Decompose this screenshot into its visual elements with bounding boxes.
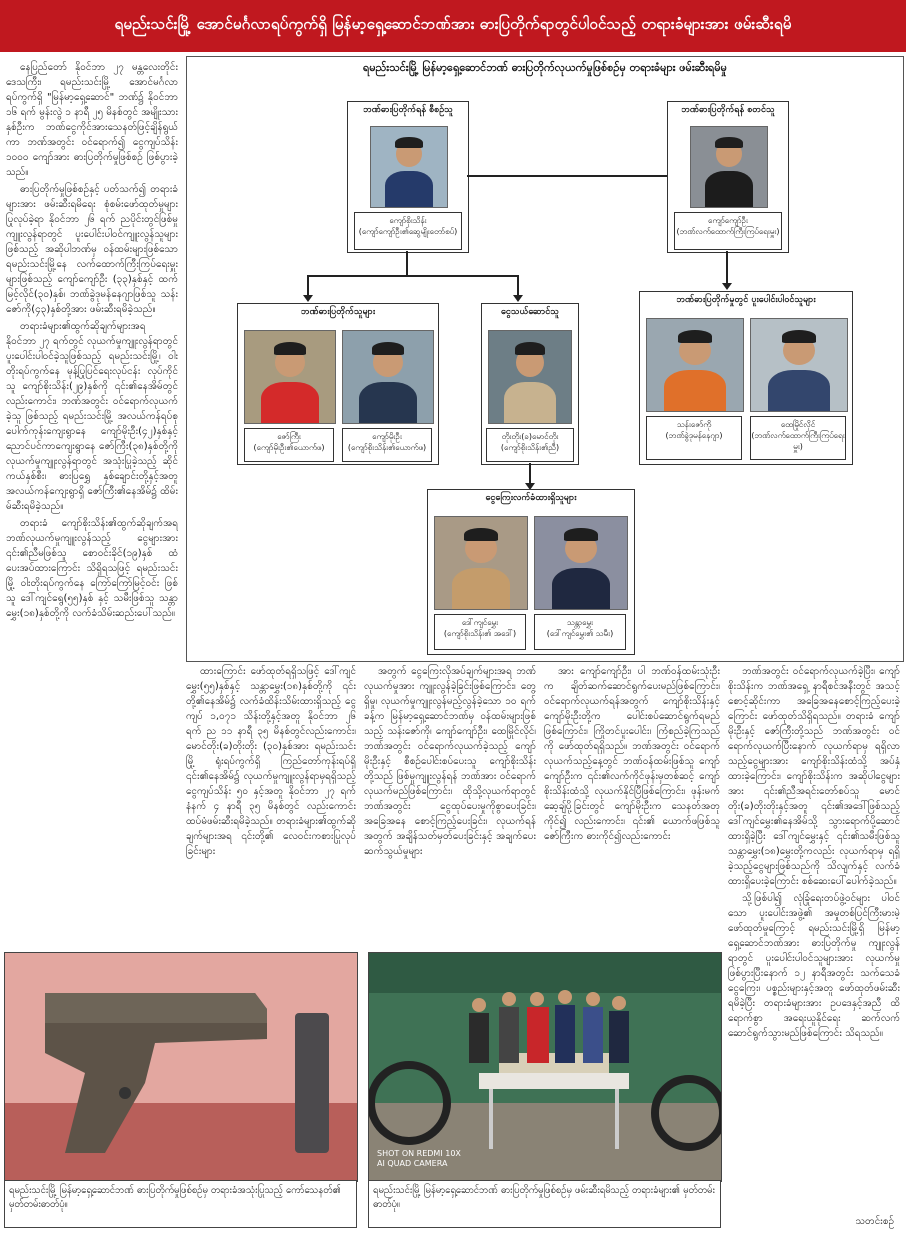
robbers-label: ဘဏ်ဓားပြတိုက်သူများ [300,307,376,317]
byline: သတင်းစဉ် [855,1216,894,1227]
paragraph: ထားကြောင်း ဖော်ထုတ်ရရှိသဖြင့် ဒေါ်ကျင်မွှေး(၅၅)နှစ်နှင့် သန္တာမွှေး(၁၈)နှစ်တို့ကို ၎င်းတို့၏နေအိမ်၌ လက်ခံထိန်းသိမ်းထားရှိသည့် ငွေကျပ် ၁,၀၇၁ သိန်းတို့နှင့်အတူ နိုဝင်ဘာ ၂၆ ရက် ည ၁၁ နာရီ ၃၅ မိနစ်တွင်လည်းကောင်း၊ မောင်တိုး(ခ)တိုးတိုး (၃၀)နှစ်အား ရမည်းသင်းမြို့ ရုံးရပ်ကွက်ရှိ ကြည်တော်ကုန်းရပ်ရှိ ၎င်း၏နေအိမ်၌ လုယက်မှုကျူးလွန်ရာမှရရှိသည့် ငွေကျပ်သိန်း ၅၀ နှင့်အတူ နိုဝင်ဘာ ၂၇ ရက်နံနက် ၄ နာရီ ၃၅ မိနစ်တွင် လည်းကောင်း ထပ်မံဖမ်းဆီးရမိခဲ့သည်။ တရားခံများ၏ထွက်ဆိုချက်များအရ ၎င်းတို့၏ လေဝင်းကစားပြုလုပ်ခြင်းများ [186,666,356,857]
paragraph: နေပြည်တော် နိုဝင်ဘာ ၂၇ မန္တလေးတိုင်းဒေသကြီး၊ ရမည်းသင်းမြို့ အောင်မင်္ဂလာရပ်ကွက်ရှိ "မြန်မာ့ရှေ့ဆောင်" ဘဏ်၌ နိုဝင်ဘာ ၁၆ ရက် မွန်းလွဲ ၁ နာရီ ၂၅ မိနစ်တွင် အမျိုးသား နှစ်ဦးက ဘဏ်ငွေကိုင်အားသေနတ်ဖြင့်ချိန်ရွယ်ကာ ဘဏ်အတွင်း ဝင်ရောက်၍ ငွေကျပ်သိန်း ၁၀၀၀ ကျော်အား ဓားပြတိုက်မှုဖြစ်စဉ် ဖြစ်ပွားခဲ့သည်။ [6,62,178,178]
keeper1-name: ဒေါ်ကျင်မွှေး (ကျော်စိုးသိန်း၏ အဒေါ်) [434,614,526,650]
gun-photo [4,952,358,1182]
connector-line [467,175,667,177]
paragraph: တရားခံ ကျော်စိုးသိန်း၏ထွက်ဆိုချက်အရ ဘဏ်လုယက်မှုကျူးလွန်သည့် ငွေများအား ၎င်း၏ညီမဖြစ်သူ စောဝင်းခိုင်(၁၉)နှစ် ထံ ပေးအပ်ထားကြောင်း သိရှိရသဖြင့် ရမည်းသင်းမြို့ ဝါးတိုးရပ်ကွက်နေ ကြော်ကြော်မြင့်ဝင်း ဖြစ်သူ ဒေါ်ကျင်ရွေ(၅၅)နှစ် နှင့် သမီးဖြစ်သူ သန္တာမွှေး(၁၈)နှစ်တို့ကို လက်ခံသိမ်းဆည်းပေါ်သည်။ [6,518,178,619]
article-column-3 [364,664,536,944]
arrow-icon [303,295,313,302]
robber1-name: ဇော်ကြီး (ကျော်မိုးဦး၏ယောက်ဖ) [244,428,334,462]
staff-label: ဘဏ်ဓားပြတိုက်မှုတွင် ပူးပေါင်းပါဝင်သူများ [676,295,816,305]
article-column-2 [186,664,356,944]
staff1-name: သန်းဇော်ကို (ဘဏ်ခွဲဒုမန်နေဂျာ) [646,416,742,460]
courier-label: ငွေသယ်ဆောင်သူ [501,307,559,317]
informer-name: ကျော်ကျော်ဦး (ဘဏ်လက်ထောက်ကြီးကြပ်ရေးမှူး) [674,212,782,250]
keeper2-name: သန္တာမွှေး (ဒေါ်ကျင်မွှေး၏ သမီး) [534,614,626,650]
informer-photo [690,126,768,208]
camera-watermark: SHOT ON REDMI 10X AI QUAD CAMERA [377,1149,461,1168]
paragraph: ဘဏ်အတွင်း ဝင်ရောက်လုယက်ခဲ့ပြီး၊ ကျော်စိုးသိန်းက ဘဏ်အရှေ့ နာရီစင်အနီးတွင် အသင့်စောင့်ဆိုင်းကာ အခြေအနေစောင့်ကြည့်ပေးခဲ့ကြောင်း ဖော်ထုတ်သိရှိရသည်။ တရားခံ ကျော်မိုးဦးနှင့် ဇော်ကြီးတို့သည် ဘဏ်အတွင်း ဝင်ရောက်လုယက်ပြီးနောက် လုယက်ရာမှ ရရှိလာသည့်ငွေများအား ကျော်စိုးသိန်းထံသို့ အပ်နှံထားခဲ့ကြောင်း၊ ကျော်စိုးသိန်းက အဆိုပါငွေများအား ၎င်း၏ညီအရင်းတော်စပ်သူ မောင်တိုး(ခ)တိုးတိုးနှင့်အတူ ၎င်း၏အဒေါ်ဖြစ်သည့် ဒေါ်ကျင်မွှေး၏နေအိမ်သို့ သွားရောက်ပို့ဆောင် ထားရှိခဲ့ပြီး ဒေါ်ကျင်မွှေးနှင့် ၎င်း၏သမီးဖြစ်သူ သန္တာမွှေး(၁၈)မွှေးတို့ကလည်း လုယက်ရာမှ ရရှိခဲ့သည့်ငွေများဖြစ်သည်ကို သိလျက်နှင့် လက်ခံထားရှိပေးခဲ့ကြောင်း စစ်ဆေးပေါ်ပေါက်ခဲ့သည်။ [728,666,900,887]
courier-node [481,303,579,465]
headline: ရမည်းသင်းမြို့ အောင်မင်္ဂလာရပ်ကွက်ရှိ မြန်မာ့ရှေ့ဆောင်ဘဏ်အား ဓားပြတိုက်ရာတွင်ပါဝင်သည့် တရားခံများအား ဖမ်းဆီးရမိ [114,15,792,33]
article-column-4 [544,664,720,944]
article-column-1 [6,60,178,960]
group-caption: ရမည်းသင်းမြို့ မြန်မာ့ရှေ့ဆောင်ဘဏ် ဓားပြတိုက်မှုဖြစ်စဉ်မှ ဖမ်းဆီးရမိသည့် တရားခံများ၏ မှတ်တမ်းဓာတ်ပုံ။ [368,1180,721,1228]
paragraph: တရားခံများ၏ထွက်ဆိုချက်များအရ နိုဝင်ဘာ ၂၇ ရက်တွင် လုယက်မှုကျူးလွန်ရာတွင် ပူးပေါင်းပါဝင်ခဲ့သူဖြစ်သည့် ရမည်းသင်းမြို့၊ ဝါးတိုးရပ်ကွက်နေ မုန့်ပြုပြင်ရေးလုပ်ငန်း လုပ်ကိုင်သူ ကျော်စိုးသိန်း(၂၉)နှစ်ကို ၎င်း၏နေအိမ်တွင် လည်းကောင်း၊ ဘဏ်အတွင်း ဝင်ရောက်လုယက်ခဲ့သူ ဖြစ်သည့် ရမည်းသင်းမြို့ အလယ်ကန်ရပ်စုပေါက်ကုန်းကျေးရွာနေ ကျော်မိုးဦး(၄၂)နှစ်နှင့် ညောင်ပင်ကာကျေးရွာနေ ဇော်ကြီး(၃၈)နှစ်တို့ကို လုယက်မှုကျူးလွန်ရာတွင် အသုံးပြုခဲ့သည့် ဆိုင်ကယ်နှစ်စီး၊ ဓားပြရွှေ နှစ်ချောင်းတို့နှင့်အတူ အလယ်ကန်ကျေးရွာရှိ ဇော်ကြီး၏နေအိမ်၌ ထိမ်းမ်ဆီးရမိခဲ့သည်။ [6,321,178,512]
paragraph: သို့ဖြစ်ပါ၍ လုံခြုံရေးတပ်ဖွဲ့ဝင်များ ပါဝင်သော ပူးပေါင်းအဖွဲ့၏ အမှုတစ်ပြင်ကြီးမားမဲ့ ဖော်ထုတ်မှုကြောင့် ရမည်းသင်းမြို့ရှိ မြန်မာ့ရှေ့ဆောင်ဘဏ်အား ဓားပြတိုက်မှု ကျူးလွန်ရာတွင် ပူးပေါင်းပါဝင်သူများအား လုယက်မှုဖြစ်ပွားပြီးနောက် ၁၂ နာရီအတွင်း သက်သေခံငွေကြေး၊ ပစ္စည်းများနှင့်အတူ ဖော်ထုတ်ဖမ်းဆီးရမိခဲ့ပြီး တရားခံများအား ဥပဒေနှင့်အညီ ထိရောက်စွာ အရေးယူနိုင်ရေး ဆက်လက်ဆောင်ရွက်သွားမည်ဖြစ်ကြောင်း သိရသည်။ [728,893,900,1039]
robber2-name: ကျော်မိုးဦး (ကျော်စိုးသိန်း၏ယောက်ဖ) [342,428,432,462]
connector-line [726,251,728,285]
gun-caption: ရမည်းသင်းမြို့ မြန်မာ့ရှေ့ဆောင်ဘဏ် ဓားပြတိုက်မှုဖြစ်စဉ်မှ တရားခံအသုံးပြုသည့် ကော်သေနတ်၏ မှတ်တမ်းဓာတ်ပုံ။ [4,1180,357,1228]
group-photo [368,952,722,1182]
paragraph: ဓားပြတိုက်မှုဖြစ်စဉ်နှင့် ပတ်သက်၍ တရားခံများအား ဖမ်းဆီးရမိရေး စုံစမ်းဖော်ထုတ်မှုများပြုလုပ်ခဲ့ရာ နိုဝင်ဘာ ၂၆ ရက် ညပိုင်းတွင်ဖြစ်မှုကျူးလွန်ရာတွင် ပူးပေါင်းပါဝင်ကျူးလွန်သူများဖြစ်သည့် အဆိုပါဘဏ်မှ ဝန်ထမ်းများဖြစ်သော ရမည်းသင်းမြို့နေ လက်ထောက်ကြီးကြပ်ရေးမှူးများဖြစ်သည့် ကျော်ကျော်ဦး (၃၃)နှစ်နှင့် ထက်မြင့်လိုင်(၃၀)နှစ်၊ ဘဏ်ခွဲဒုမန်နေဂျာဖြစ်သူ သန်းဇော်ကို(၄၃)နှစ်တို့အား ဖမ်းဆီးရမိခဲ့သည်။ [6,184,178,315]
suspect-chart [186,56,904,662]
connector-line [406,251,408,275]
arrow-icon [722,283,732,290]
connector-line [307,275,517,277]
staff2-name: ထေမြိုင်လိုင် (ဘဏ်လက်ထောက်ကြီးကြပ်ရေးမှူး) [750,416,846,460]
informer-label: ဘဏ်ဓားပြတိုက်ရန် စတင်သူ [681,105,775,115]
keeper-photo [434,516,528,610]
planner-node [347,101,469,253]
keepers-label: ငွေကြေးလက်ခံထားရှိသူများ [485,493,577,503]
robbers-node [237,303,439,465]
gun-icon [5,953,357,1181]
arrow-icon [513,295,523,302]
connector-line [307,275,309,297]
planner-label: ဘဏ်ဓားပြတိုက်ရန် စီစဉ်သူ [363,105,453,115]
robber-photo [342,330,434,424]
group-photo-graphic [369,953,721,1181]
staff-node [639,291,853,465]
courier-name: တိုးတိုး(ခ)မောင်တိုး (ကျော်စိုးသိန်း၏ညီ) [486,428,574,462]
headline-banner [0,0,906,52]
robber-photo [244,330,336,424]
planner-photo [370,126,448,208]
courier-photo [488,330,572,424]
article-column-5 [728,664,900,1210]
informer-node [667,101,789,253]
planner-name: ကျော်စိုးသိန်း (ကျော်ကျော်ဦး၏ဆွေမျိုးတော်စပ်) [354,212,462,250]
paragraph: အတွက် ငွေကြေးလိုအပ်ချက်များအရ ဘဏ်လုယက်မှုအား ကျူးလွန်ခဲ့ခြင်းဖြစ်ကြောင်း၊ တွေ့ရှိမှု၊ လုယက်မှုကျူးလွန်မည့်လွန်ခဲ့သော ၁၀ ရက်ခန့်က မြန်မာ့ရှေ့ဆောင်ဘဏ်မှ ဝန်ထမ်းများဖြစ်သည့် သန်းဇော်ကို၊ ကျော်ကျော်ဦး၊ ထေမြိုင်လိုင်၊ ဘဏ်အတွင်း ဝင်ရောက်လုယက်ခဲ့သည့် ကျော်မိုးဦးနှင့် စီစဉ်ပေါင်းစပ်ပေးသူ ကျော်စိုးသိန်းတို့သည် ဖြစ်မှုကျူးလွန်ရန် ဘဏ်အား ဝင်ရောက်လုယက်မည်ဖြစ်ကြောင်း၊ ထိုသို့လုယက်ရာတွင် ဘဏ်အတွင်း ငွေထုပ်ပေးမှုကိုစွာပေးခြင်း၊ အခြေအနေ စောင့်ကြည့်ပေးခြင်း၊ လုယက်ရန်အတွက် အချိန်သတ်မှတ်ပေးခြင်းနှင့် အချက်ပေးဆက်သွယ်မှုများ [364,666,536,857]
staff-photo [750,318,848,412]
staff-photo [646,318,744,412]
chart-title: ရမည်းသင်းမြို့ မြန်မာ့ရှေ့ဆောင်ဘဏ် ဓားပြတိုက်လုယက်မှုဖြစ်စဉ်မှ တရားခံများ ဖမ်းဆီးရမိမှု [363,61,727,74]
connector-line [529,463,531,485]
keeper-photo [534,516,628,610]
connector-line [517,275,519,297]
paragraph: အား ကျော်ကျော်ဦး၊ ပါ ဘဏ်ဝန်ထမ်းသုံးဦးက ချိတ်ဆက်ဆောင်ရွက်ပေးမည်ဖြစ်ကြောင်း၊ ဝင်ရောက်လုယက်ရန်အတွက် ကျော်စိုးသိန်းနှင့် ကျော်မိုးဦးတို့က ပေါင်းစပ်ဆောင်ရွက်ရမည်ဖြစ်ကြောင်း၊ ကြိုတင်ပူးပေါင်း၊ ကြံစည်ခဲ့ကြသည်ကို ဖော်ထုတ်ရရှိသည်။ ဘဏ်အတွင်း ဝင်ရောက်လုယက်သည့်နေ့တွင် ဘဏ်ဝန်ထမ်းဖြစ်သူ ကျော်ကျော်ဦးက ၎င်း၏လက်ကိုင်ဖုန်းမှတစ်ဆင့် ကျော်စိုးသိန်းထံသို့ လုယက်နိုင်ပြီဖြစ်ကြောင်း၊ ဖုန်းမက်ဆေ့ချ်ပို့ခြင်းတွင် ကျော်မိုးဦးက သေနတ်အတုကိုင်၍ လည်းကောင်း၊ ၎င်း၏ ယောက်ဖဖြစ်သူ ဇော်ကြီးက ဓားကိုင်၍လည်းကောင်း [544,666,720,842]
keepers-node [427,489,635,655]
